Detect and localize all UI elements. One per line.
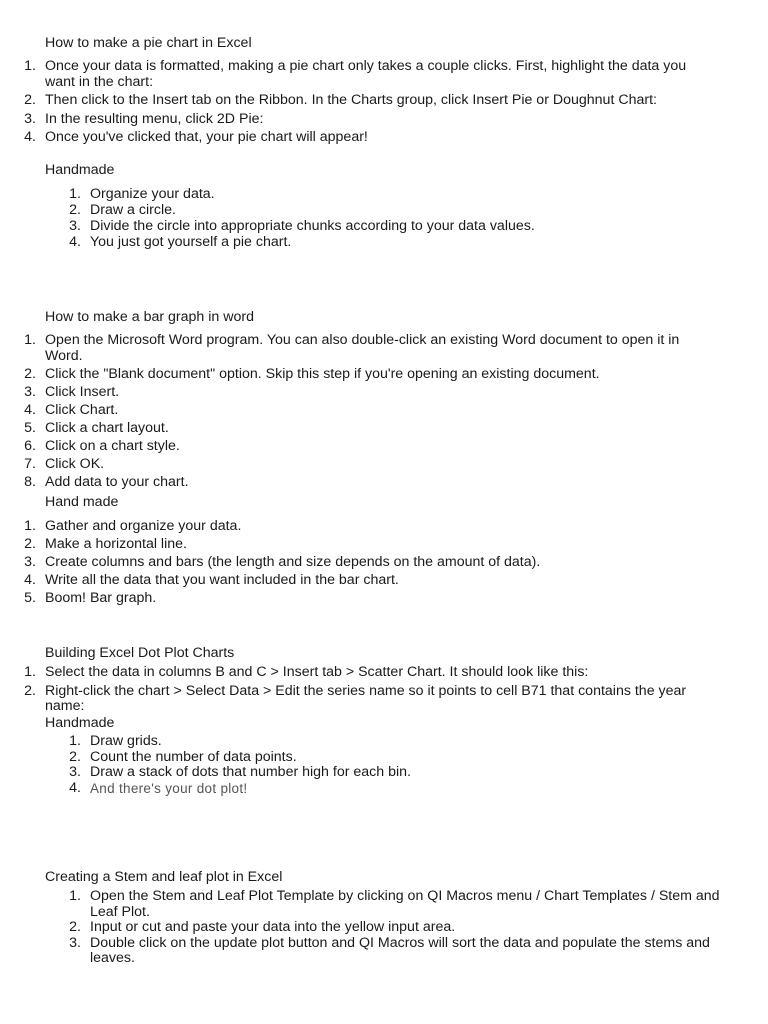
bar-word-steps <box>0 333 720 491</box>
pie-handmade-steps <box>0 187 720 251</box>
list-item: 2. Count the number of data points. <box>69 748 297 765</box>
handmade-title-bar: Hand made <box>45 494 119 510</box>
list-item: 3. Draw a stack of dots that number high for each bin. <box>69 764 411 780</box>
list-item: 3. In the resulting menu, click 2D Pie: <box>24 110 264 127</box>
list-item: 3. Double click on the update plot button and QI Macros will sort the data and populate the stems and leaves. <box>69 934 710 966</box>
section-title-pie-excel: How to make a pie chart in Excel <box>45 35 252 51</box>
list-item: 2. Make a horizontal line. <box>24 536 187 552</box>
list-item: 4. Once you've clicked that, your pie chart will appear! <box>24 129 368 145</box>
list-item: 1. Organize your data. <box>69 186 215 202</box>
list-item: 1. Open the Microsoft Word program. You can also double-click an existing Word document to open it in Word. <box>24 332 680 364</box>
list-item: 4. Write all the data that you want included in the bar chart. <box>24 572 399 588</box>
list-item: 7. Click OK. <box>24 456 105 472</box>
list-item: 1. Open the Stem and Leaf Plot Template by clicking on QI Macros menu / Chart Templates / Stem and Leaf Plot. <box>69 888 720 920</box>
list-item: 1. Select the data in columns B and C > Insert tab > Scatter Chart. It should look like this: <box>24 664 589 680</box>
list-item: 5. Click a chart layout. <box>24 420 169 436</box>
list-item: 6. Click on a chart style. <box>24 438 180 454</box>
section-title-stem-leaf: Creating a Stem and leaf plot in Excel <box>45 869 283 885</box>
handmade-title-dot: Handmade <box>45 715 115 731</box>
list-item: 3. Divide the circle into appropriate chunks according to your data values. <box>69 218 535 234</box>
list-item: 1. Once your data is formatted, making a pie chart only takes a couple clicks. First, highlight the data you want in the chart: <box>24 58 687 90</box>
section-title-bar-word: How to make a bar graph in word <box>45 309 254 325</box>
list-item: 1. Draw grids. <box>69 733 162 749</box>
list-item: 5. Boom! Bar graph. <box>24 590 157 606</box>
list-item: 4. You just got yourself a pie chart. <box>69 234 292 250</box>
dot-plot-steps <box>0 665 720 715</box>
list-item: 3. Click Insert. <box>24 384 120 400</box>
list-item: 8. Add data to your chart. <box>24 474 189 490</box>
list-item: 4. Click Chart. <box>24 402 119 418</box>
pie-excel-steps <box>0 59 720 146</box>
list-item: 4. And there's your dot plot! <box>69 780 248 796</box>
handmade-title-pie: Handmade <box>45 162 115 178</box>
section-title-dot-plot: Building Excel Dot Plot Charts <box>45 645 235 661</box>
list-item: 2. Right-click the chart > Select Data > Edit the series name so it points to cell B71 that contains the year name: <box>24 682 687 714</box>
list-item: 3. Create columns and bars (the length and size depends on the amount of data). <box>24 554 541 570</box>
list-item: 1. Gather and organize your data. <box>24 518 242 534</box>
list-item: 2. Then click to the Insert tab on the Ribbon. In the Charts group, click Insert Pie or Doughnut Chart: <box>24 92 657 108</box>
list-item: 2. Input or cut and paste your data into the yellow input area. <box>69 919 456 935</box>
dot-handmade-steps <box>0 734 720 798</box>
list-item: 2. Draw a circle. <box>69 202 176 218</box>
bar-handmade-steps <box>0 519 720 607</box>
list-item: 2. Click the "Blank document" option. Skip this step if you're opening an existing document. <box>24 366 600 382</box>
stem-leaf-steps <box>0 889 720 967</box>
